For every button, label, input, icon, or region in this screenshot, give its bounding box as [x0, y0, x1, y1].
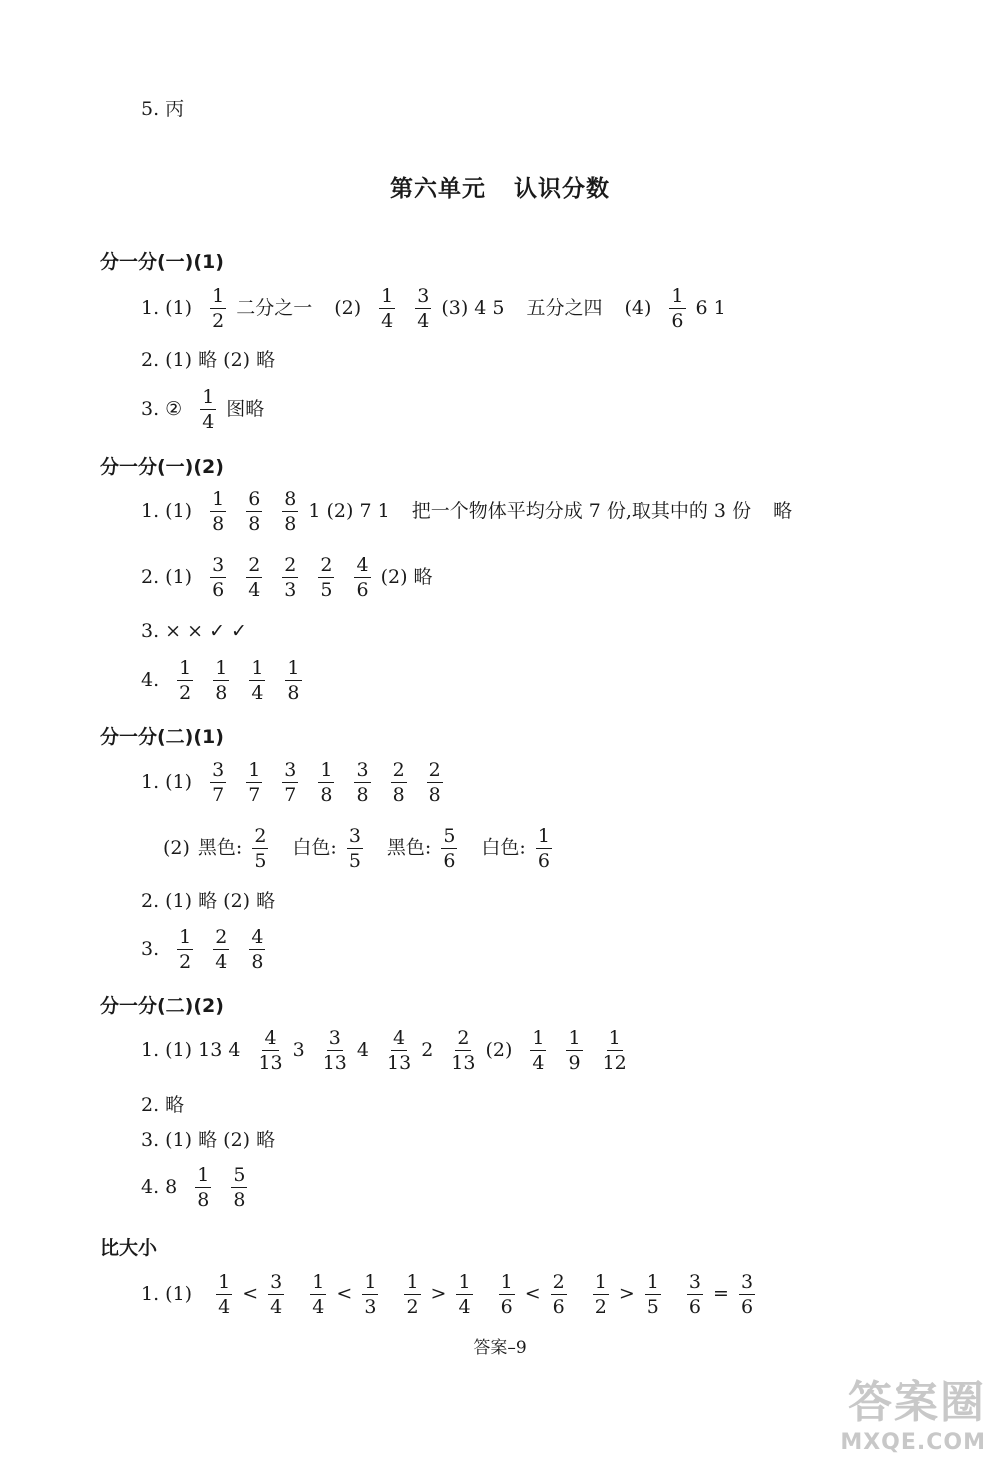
fraction: $\frac{2}{4}$	[248, 554, 261, 601]
answer-line: 3. $\frac{1}{2}$ $\frac{2}{4}$ $\frac{4}{8}$	[141, 926, 264, 973]
answer-line: 1. (1) $\frac{3}{7}$ $\frac{1}{7}$ $\frac{3}{7}$ $\frac{1}{8}$ $\frac{3}{8}$ $\frac{2}{8}$ $\frac{2}{8}$	[141, 759, 441, 806]
fraction: $\frac{1}{6}$	[537, 825, 550, 872]
answer-line: 2. 略	[141, 1094, 185, 1116]
section-heading: 分一分(一)(2)	[100, 456, 224, 478]
fraction: $\frac{1}{2}$	[212, 285, 225, 332]
fraction: $\frac{2}{5}$	[320, 554, 333, 601]
answer-line: 1. (1) 13 4 $\frac{4}{13}$ 3 $\frac{3}{13}$ 4 $\frac{4}{13}$ 2 $\frac{2}{13}$ (2) $\frac{1}{4}$ $\frac{1}{9}$ $\frac{1}{12}$	[141, 1027, 627, 1074]
fraction: $\frac{2}{6}$	[552, 1271, 565, 1318]
fraction: $\frac{4}{6}$	[356, 554, 369, 601]
fraction: $\frac{3}{6}$	[212, 554, 225, 601]
fraction: $\frac{4}{8}$	[251, 926, 264, 973]
answer-line: 2. (1) 略 (2) 略	[141, 890, 276, 912]
fraction: $\frac{1}{7}$	[248, 759, 261, 806]
fraction: $\frac{1}{8}$	[320, 759, 333, 806]
fraction: $\frac{3}{5}$	[348, 825, 361, 872]
fraction: $\frac{8}{8}$	[284, 488, 297, 535]
fraction: $\frac{1}{2}$	[179, 657, 192, 704]
item-5-answer: 5. 丙	[141, 98, 185, 120]
fraction: $\frac{1}{8}$	[212, 488, 225, 535]
fraction: $\frac{3}{4}$	[270, 1271, 283, 1318]
section-heading: 分一分(一)(1)	[100, 251, 224, 273]
fraction: $\frac{5}{8}$	[233, 1164, 246, 1211]
fraction: $\frac{3}{13}$	[322, 1027, 347, 1074]
fraction: $\frac{5}{6}$	[443, 825, 456, 872]
fraction: $\frac{4}{13}$	[258, 1027, 283, 1074]
section-heading: 比大小	[100, 1237, 158, 1259]
fraction: $\frac{1}{4}$	[218, 1271, 231, 1318]
page-number: 答案–9	[473, 1338, 527, 1358]
fraction: $\frac{6}{8}$	[248, 488, 261, 535]
fraction: $\frac{1}{4}$	[532, 1027, 545, 1074]
answer-line: 2. (1) $\frac{3}{6}$ $\frac{2}{4}$ $\frac{2}{3}$ $\frac{2}{5}$ $\frac{4}{6}$ (2) 略	[141, 554, 433, 601]
unit-label: 第六单元	[390, 176, 486, 202]
answer-line: (2) 黑色: $\frac{2}{5}$ 白色: $\frac{3}{5}$ 黑色: $\frac{5}{6}$ 白色: $\frac{1}{6}$	[163, 825, 550, 872]
fraction: $\frac{3}{7}$	[212, 759, 225, 806]
fraction: $\frac{3}{6}$	[740, 1271, 754, 1318]
watermark: 答案圈 MXQE.COM	[840, 1377, 986, 1455]
fraction: $\frac{1}{6}$	[500, 1271, 513, 1318]
fraction: $\frac{3}{6}$	[688, 1271, 702, 1318]
fraction: $\frac{1}{5}$	[646, 1271, 659, 1318]
fraction: $\frac{3}{4}$	[417, 285, 430, 332]
fraction: $\frac{2}{13}$	[451, 1027, 476, 1074]
fraction: $\frac{3}{8}$	[356, 759, 369, 806]
fraction: $\frac{1}{6}$	[671, 285, 684, 332]
answer-line: 4. 8 $\frac{1}{8}$ $\frac{5}{8}$	[141, 1164, 246, 1211]
fraction: $\frac{1}{2}$	[594, 1271, 607, 1318]
fraction: $\frac{2}{4}$	[215, 926, 228, 973]
answer-line: 1. (1) $\frac{1}{8}$ $\frac{6}{8}$ $\frac{8}{8}$ 1 (2) 7 1 把一个物体平均分成 7 份,取其中的 3 份 略	[141, 488, 793, 535]
fraction: $\frac{3}{7}$	[284, 759, 297, 806]
section-heading: 分一分(二)(2)	[100, 995, 224, 1017]
answer-line: 1. (1) $\frac{1}{4}$ < $\frac{3}{4}$ $\frac{1}{4}$ < $\frac{1}{3}$ $\frac{1}{2}$ > $\frac{1}{4}$ $\frac{1}{6}$ < $\frac{2}{6}$ $\frac{1}{2}$ > $\frac{1}{5}$ $\frac{3}{6}$ = $\frac{3}{6}$	[141, 1271, 754, 1318]
fraction: $\frac{1}{12}$	[602, 1027, 627, 1074]
fraction: $\frac{4}{13}$	[387, 1027, 412, 1074]
fraction: $\frac{1}{8}$	[197, 1164, 210, 1211]
fraction: $\frac{2}{8}$	[392, 759, 405, 806]
fraction: $\frac{2}{8}$	[428, 759, 441, 806]
fraction: $\frac{2}{3}$	[284, 554, 297, 601]
fraction: $\frac{1}{8}$	[287, 657, 300, 704]
unit-title	[0, 170, 1000, 203]
fraction: $\frac{1}{2}$	[179, 926, 192, 973]
answer-line: 1. (1) $\frac{1}{2}$ 二分之一 (2) $\frac{1}{4}$ $\frac{3}{4}$ (3) 4 5 五分之四 (4) $\frac{1}{6}$ 6 1	[141, 285, 726, 332]
section-heading: 分一分(二)(1)	[100, 726, 224, 748]
fraction: $\frac{1}{4}$	[251, 657, 264, 704]
answer-line: 3. (1) 略 (2) 略	[141, 1129, 276, 1151]
fraction: $\frac{1}{2}$	[406, 1271, 419, 1318]
fraction: $\frac{1}{4}$	[202, 386, 215, 433]
fraction: $\frac{1}{8}$	[215, 657, 228, 704]
answer-line: 3. × × ✓ ✓	[141, 620, 247, 642]
answer-line: 2. (1) 略 (2) 略	[141, 349, 276, 371]
answer-line: 3. ② $\frac{1}{4}$ 图略	[141, 386, 265, 433]
fraction: $\frac{1}{4}$	[312, 1271, 325, 1318]
fraction: $\frac{1}{9}$	[568, 1027, 581, 1074]
fraction: $\frac{1}{4}$	[458, 1271, 471, 1318]
fraction: $\frac{2}{5}$	[254, 825, 267, 872]
answer-line: 4. $\frac{1}{2}$ $\frac{1}{8}$ $\frac{1}{4}$ $\frac{1}{8}$	[141, 657, 300, 704]
fraction: $\frac{1}{4}$	[381, 285, 394, 332]
unit-topic: 认识分数	[514, 176, 610, 202]
fraction: $\frac{1}{3}$	[364, 1271, 377, 1318]
